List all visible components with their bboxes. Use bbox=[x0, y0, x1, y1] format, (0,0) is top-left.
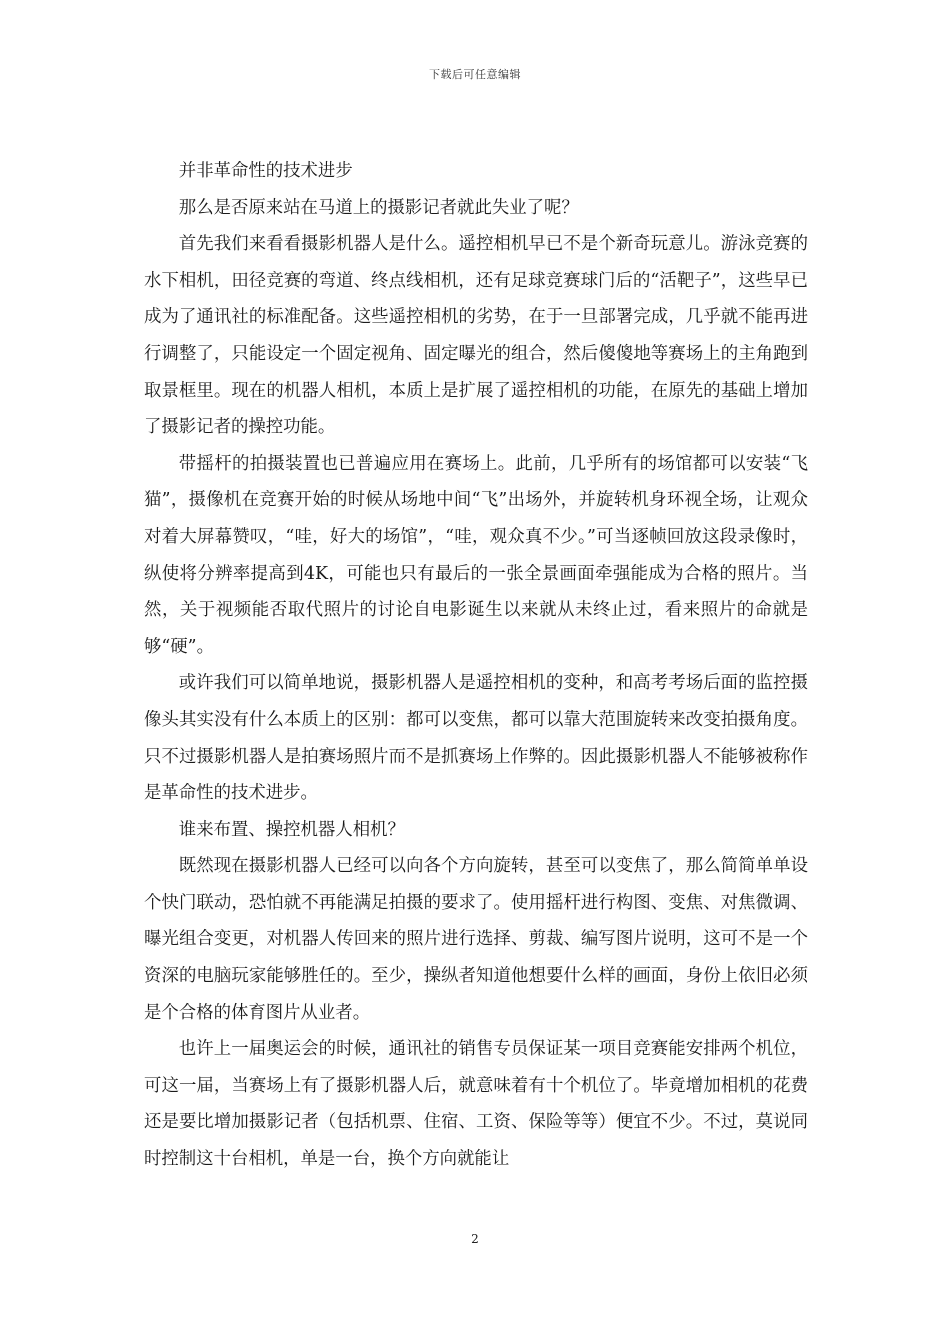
paragraph: 或许我们可以简单地说，摄影机器人是遥控相机的变种，和高考考场后面的监控摄像头其实没有什么本质上的区别：都可以变焦，都可以靠大范围旋转来改变拍摄角度。只不过摄影机器人是拍赛场照片而不是抓赛场上作弊的。因此摄影机器人不能够被称作是革命性的技术进步。 bbox=[144, 673, 808, 804]
paragraph: 首先我们来看看摄影机器人是什么。遥控相机早已不是个新奇玩意儿。游泳竞赛的水下相机，田径竞赛的弯道、终点线相机，还有足球竞赛球门后的“活靶子”，这些早已成为了通讯社的标准配备。这些遥控相机的劣势，在于一旦部署完成，几乎就不能再进行调整了，只能设定一个固定视角、固定曝光的组合，然后傻傻地等赛场上的主角跑到取景框里。现在的机器人相机，本质上是扩展了遥控相机的功能，在原先的基础上增加了摄影记者的操控功能。 bbox=[144, 234, 808, 438]
paragraph-subtitle: 并非革命性的技术进步 bbox=[178, 161, 353, 181]
document-body bbox=[144, 153, 808, 1178]
paragraph-subtitle: 谁来布置、操控机器人相机？ bbox=[178, 819, 405, 840]
paragraph: 既然现在摄影机器人已经可以向各个方向旋转，甚至可以变焦了，那么简简单单设个快门联动，恐怕就不再能满足拍摄的要求了。使用摇杆进行构图、变焦、对焦微调、曝光组合变更，对机器人传回来的照片进行选择、剪裁、编写图片说明，这可不是一个资深的电脑玩家能够胜任的。至少，操纵者知道他想要什么样的画面，身份上依旧必须是个合格的体育图片从业者。 bbox=[144, 856, 808, 1023]
paragraph: 也许上一届奥运会的时候，通讯社的销售专员保证某一项目竞赛能安排两个机位，可这一届，当赛场上有了摄影机器人后，就意味着有十个机位了。毕竟增加相机的花费还是要比增加摄影记者（包括机票、住宿、工资、保险等等）便宜不少。不过，莫说同时控制这十台相机，单是一台，换个方向就能让 bbox=[144, 1039, 808, 1170]
page-number: 2 bbox=[471, 1232, 479, 1246]
page-header: 下载后可任意编辑 bbox=[429, 68, 521, 81]
paragraph: 带摇杆的拍摄装置也已普遍应用在赛场上。此前，几乎所有的场馆都可以安装“飞猫”，摄像机在竞赛开始的时候从场地中间“飞”出场外，并旋转机身环视全场，让观众对着大屏幕赞叹，“哇，好大的场馆”，“哇，观众真不少。”可当逐帧回放这段录像时，纵使将分辨率提高到4K，可能也只有最后的一张全景画面牵强能成为合格的照片。当然，关于视频能否取代照片的讨论自电影诞生以来就从未终止过，看来照片的命就是够“硬”。 bbox=[144, 453, 808, 657]
paragraph-question: 那么是否原来站在马道上的摄影记者就此失业了呢？ bbox=[178, 197, 579, 218]
